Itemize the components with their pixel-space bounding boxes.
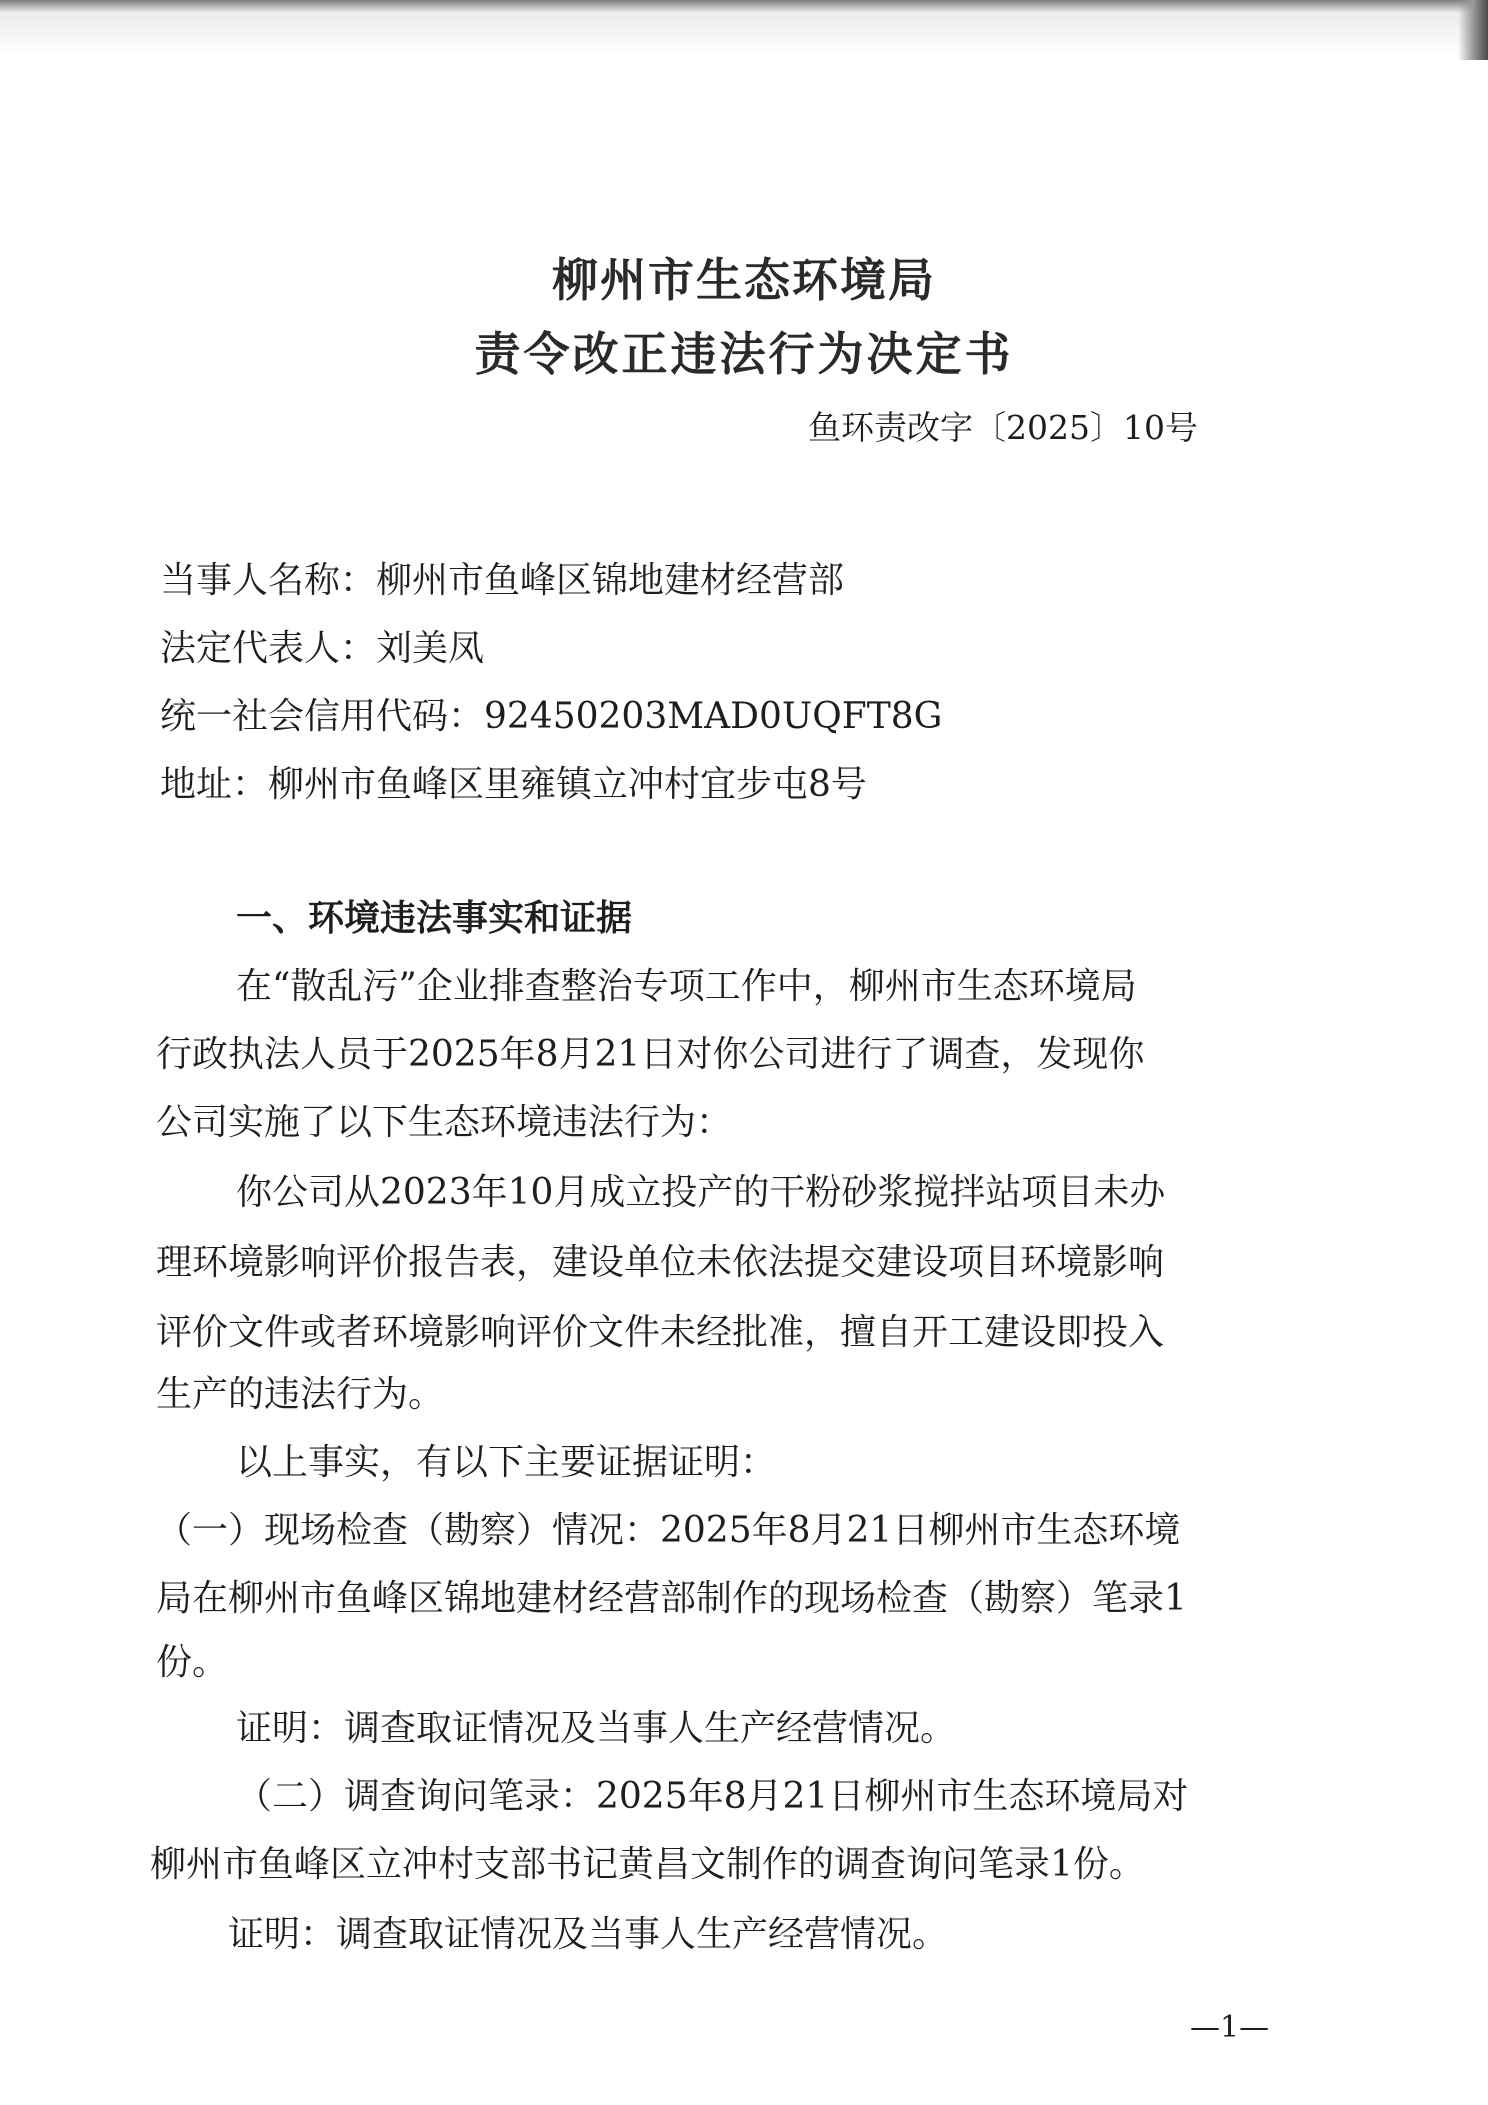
paragraph-line: 行政执法人员于2025年8月21日对你公司进行了调查，发现你 [156,1034,1145,1075]
paragraph-line: 公司实施了以下生态环境违法行为： [156,1102,733,1143]
paragraph-line: 理环境影响评价报告表，建设单位未依法提交建设项目环境影响 [156,1242,1165,1283]
page-number: —1— [1190,2010,1270,2045]
address: 地址：柳州市鱼峰区里雍镇立冲村宜步屯8号 [160,764,867,805]
paragraph-line: 生产的违法行为。 [156,1374,445,1415]
paragraph-line: 局在柳州市鱼峰区锦地建材经营部制作的现场检查（勘察）笔录1 [156,1578,1187,1619]
scan-shadow [0,14,1488,54]
credit-code: 统一社会信用代码：92450203MAD0UQFT8G [160,696,943,737]
scan-border-corner [1458,0,1488,60]
paragraph-line: 评价文件或者环境影响评价文件未经批准，擅自开工建设即投入 [156,1312,1165,1353]
legal-representative: 法定代表人：刘美凤 [160,628,485,669]
section-heading: 一、环境违法事实和证据 [236,897,633,939]
paragraph-line: 证明：调查取证情况及当事人生产经营情况。 [228,1914,949,1955]
paragraph-line: （一）现场检查（勘察）情况：2025年8月21日柳州市生态环境 [156,1510,1181,1551]
paragraph-line: （二）调查询问笔录：2025年8月21日柳州市生态环境局对 [236,1776,1189,1817]
document-title-agency: 柳州市生态环境局 [552,253,936,307]
document-title-type: 责令改正违法行为决定书 [474,327,1014,381]
paragraph-line: 以上事实，有以下主要证据证明： [236,1442,777,1483]
paragraph-line: 份。 [156,1642,229,1683]
paragraph-line: 柳州市鱼峰区立冲村支部书记黄昌文制作的调查询问笔录1份。 [150,1844,1145,1885]
paragraph-line: 你公司从2023年10月成立投产的干粉砂浆搅拌站项目未办 [236,1172,1166,1213]
document-number: 鱼环责改字〔2025〕10号 [808,408,1198,447]
paragraph-line: 证明：调查取证情况及当事人生产经营情况。 [236,1708,957,1749]
scan-border-top [0,0,1488,14]
paragraph-line: 在“散乱污”企业排查整治专项工作中，柳州市生态环境局 [236,966,1137,1007]
party-name: 当事人名称：柳州市鱼峰区锦地建材经营部 [160,560,845,601]
